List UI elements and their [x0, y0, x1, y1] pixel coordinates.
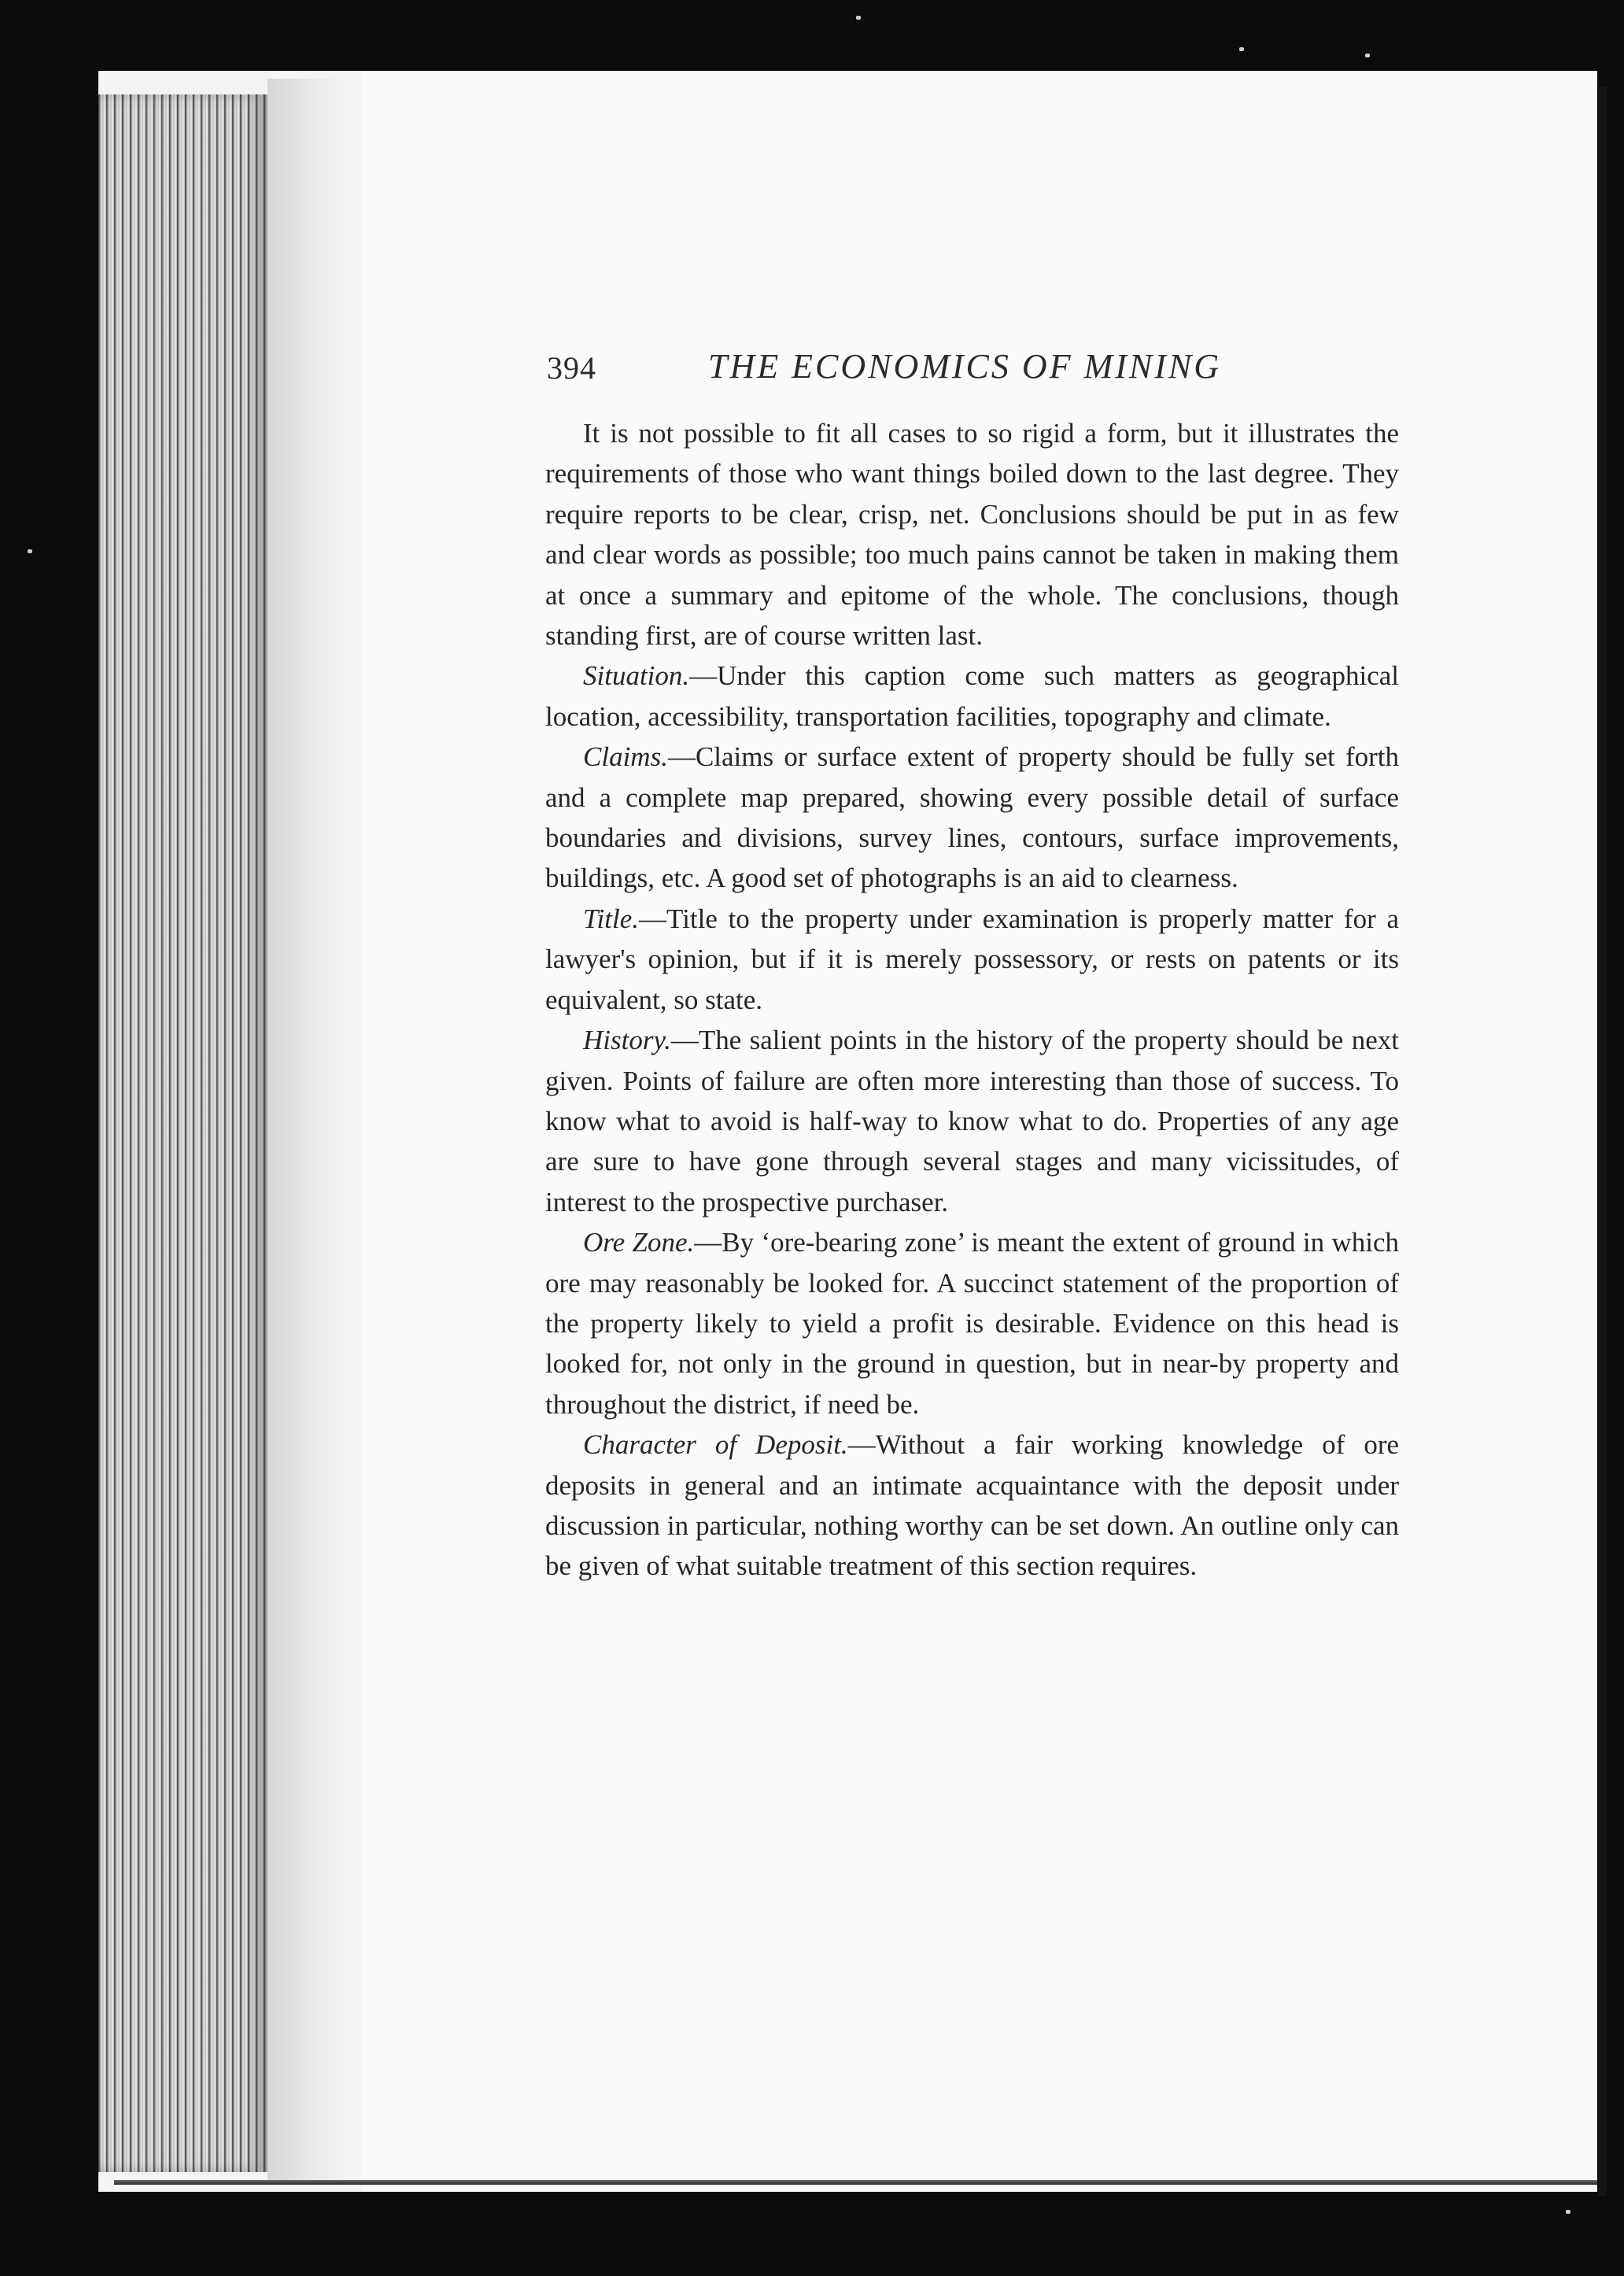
- dust-speck: [1239, 47, 1244, 51]
- section-heading: History.: [583, 1025, 671, 1056]
- section-heading: Claims.: [583, 741, 668, 773]
- paragraph-text: —By ‘ore-bearing zone’ is meant the extent of ground in which ore may reasonably be looked for. A succinct statement of the proportion of the property likely to yield a profit is desirable. Evidence on this head is looked for, not only in the ground in question, but in near-by property and throughout the district, if need be.: [545, 1227, 1399, 1420]
- body-text: [545, 413, 1399, 1587]
- paragraph-claims: [545, 737, 1399, 899]
- paragraph-ore-zone: [545, 1222, 1399, 1424]
- dust-speck: [1566, 2210, 1570, 2214]
- bottom-page-edge: [114, 2180, 1597, 2185]
- paragraph-text: —Under this caption come such matters as geographical location, accessibility, transportation facilities, topography and climate.: [545, 660, 1399, 732]
- running-title: THE ECONOMICS OF MINING: [708, 347, 1221, 386]
- page-number: 394: [547, 350, 596, 386]
- paragraph-intro: [545, 413, 1399, 656]
- page-edges: [98, 94, 268, 2172]
- section-heading: Situation.: [583, 660, 690, 692]
- paragraph-text: It is not possible to fit all cases to so rigid a form, but it illustrates the requirements of those who want things boiled down to the last degree. They require reports to be clear, crisp, net. Conclusions should be put in as few and clear words as possible; too much pains cannot be taken in making them at once a summary and epitome of the whole. The conclusions, though standing first, are of course written last.: [545, 418, 1399, 652]
- paragraph-text: —Without a fair working knowledge of ore deposits in general and an intimate acquaintance with the deposit under discussion in particular, nothing worthy can be set down. An outline only can be given of what suitable treatment of this section requires.: [545, 1429, 1400, 1582]
- section-heading: Character of Deposit.: [583, 1429, 848, 1461]
- paragraph-history: [545, 1020, 1399, 1222]
- paragraph-text: —Title to the property under examination is properly matter for a lawyer's opinion, but if it is merely possessory, or rests on patents or its equivalent, so state.: [545, 903, 1399, 1015]
- paragraph-situation: [545, 656, 1399, 737]
- running-head: [547, 346, 1401, 393]
- dust-speck: [28, 549, 32, 553]
- section-heading: Ore Zone.: [583, 1227, 695, 1258]
- dust-speck: [1365, 54, 1370, 57]
- page-gutter: [268, 79, 362, 2184]
- section-heading: Title.: [583, 903, 639, 934]
- paragraph-character-of-deposit: [545, 1424, 1399, 1587]
- paragraph-text: —The salient points in the history of the property should be next given. Points of failure are often more interesting than those of success. To know what to avoid is half-way to know what to do. Properties of any age are sure to have gone through several stages and many vicissitudes, of interest to the prospective purchaser.: [545, 1025, 1399, 1217]
- paragraph-title: [545, 899, 1399, 1020]
- right-page-edge: [1599, 87, 1607, 2196]
- paragraph-text: —Claims or surface extent of property should be fully set forth and a complete map prepared, showing every possible detail of surface boundaries and divisions, survey lines, contours, surface improvements, buildings, etc. A good set of photographs is an aid to clearness.: [545, 741, 1399, 894]
- dust-speck: [856, 16, 861, 20]
